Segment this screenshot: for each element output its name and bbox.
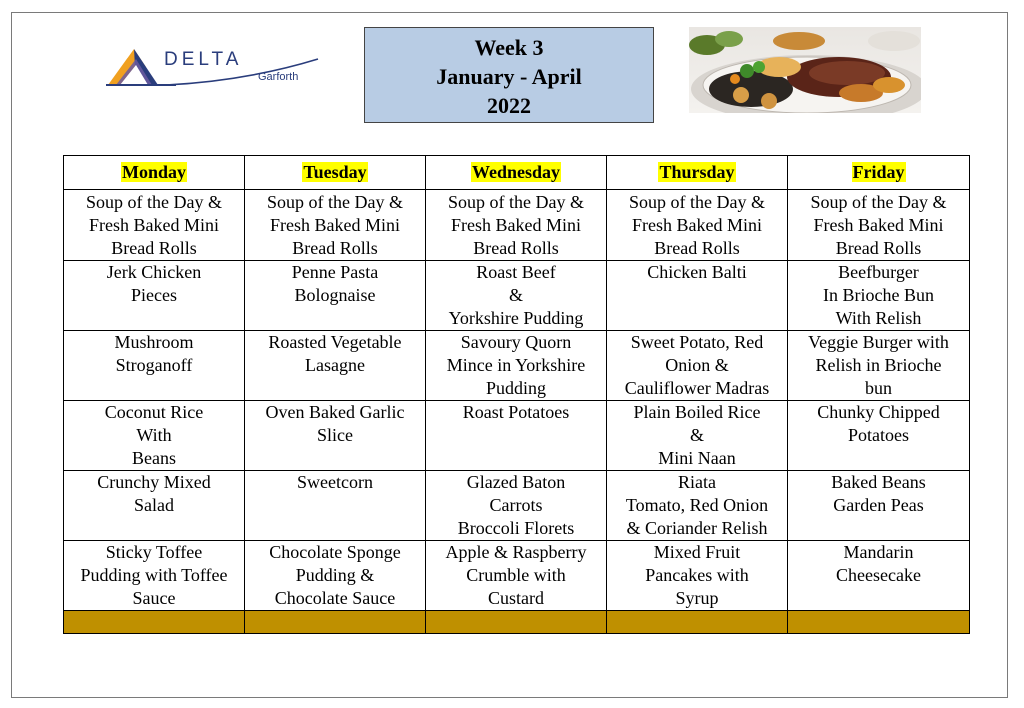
menu-cell: Sweet Potato, Red Onion & Cauliflower Madras xyxy=(607,331,788,401)
day-header-friday: Friday xyxy=(788,156,970,190)
menu-cell: Sweetcorn xyxy=(245,471,426,541)
menu-cell: Mushroom Stroganoff xyxy=(64,331,245,401)
menu-cell: Baked Beans Garden Peas xyxy=(788,471,970,541)
menu-cell: Roasted Vegetable Lasagne xyxy=(245,331,426,401)
menu-cell: Oven Baked Garlic Slice xyxy=(245,401,426,471)
menu-cell: Chicken Balti xyxy=(607,261,788,331)
menu-cell: Chocolate Sponge Pudding & Chocolate Sauce xyxy=(245,541,426,611)
logo-word: DELTA xyxy=(164,49,243,70)
roast-dinner-image-icon xyxy=(689,27,921,113)
day-header-row xyxy=(64,156,970,190)
menu-cell: Mixed Fruit Pancakes with Syrup xyxy=(607,541,788,611)
menu-cell: Chunky Chipped Potatoes xyxy=(788,401,970,471)
day-header-wednesday: Wednesday xyxy=(426,156,607,190)
menu-cell: Riata Tomato, Red Onion & Coriander Relish xyxy=(607,471,788,541)
title-box xyxy=(364,27,654,123)
menu-cell: Sticky Toffee Pudding with Toffee Sauce xyxy=(64,541,245,611)
menu-row-dessert xyxy=(64,541,970,611)
delta-logo xyxy=(106,45,321,87)
menu-cell: Soup of the Day & Fresh Baked Mini Bread Rolls xyxy=(607,190,788,261)
menu-row-main xyxy=(64,261,970,331)
title-year: 2022 xyxy=(487,93,531,118)
menu-cell: Soup of the Day & Fresh Baked Mini Bread Rolls xyxy=(64,190,245,261)
menu-cell: Soup of the Day & Fresh Baked Mini Bread Rolls xyxy=(426,190,607,261)
menu-cell: Apple & Raspberry Crumble with Custard xyxy=(426,541,607,611)
menu-cell: Crunchy Mixed Salad xyxy=(64,471,245,541)
menu-row-soup xyxy=(64,190,970,261)
menu-cell: Beefburger In Brioche Bun With Relish xyxy=(788,261,970,331)
day-header-thursday: Thursday xyxy=(607,156,788,190)
menu-cell: Glazed Baton Carrots Broccoli Florets xyxy=(426,471,607,541)
title-week: Week 3 xyxy=(474,35,544,60)
day-header-monday: Monday xyxy=(64,156,245,190)
logo-sub: Garforth xyxy=(258,71,299,83)
footer-cell xyxy=(607,611,788,634)
menu-cell: Savoury Quorn Mince in Yorkshire Pudding xyxy=(426,331,607,401)
menu-row-sides xyxy=(64,401,970,471)
menu-cell: Penne Pasta Bolognaise xyxy=(245,261,426,331)
menu-footer-row xyxy=(64,611,970,634)
menu-cell: Roast Beef & Yorkshire Pudding xyxy=(426,261,607,331)
menu-table xyxy=(63,155,970,634)
menu-cell: Roast Potatoes xyxy=(426,401,607,471)
footer-cell xyxy=(64,611,245,634)
roast-dinner-photo xyxy=(689,27,921,113)
menu-row-vegetarian xyxy=(64,331,970,401)
title-term: January - April xyxy=(436,64,582,89)
menu-cell: Veggie Burger with Relish in Brioche bun xyxy=(788,331,970,401)
menu-cell: Soup of the Day & Fresh Baked Mini Bread Rolls xyxy=(788,190,970,261)
footer-cell xyxy=(245,611,426,634)
menu-row-vegetables xyxy=(64,471,970,541)
footer-cell xyxy=(788,611,970,634)
menu-cell: Plain Boiled Rice & Mini Naan xyxy=(607,401,788,471)
menu-cell: Mandarin Cheesecake xyxy=(788,541,970,611)
day-header-tuesday: Tuesday xyxy=(245,156,426,190)
menu-cell: Soup of the Day & Fresh Baked Mini Bread Rolls xyxy=(245,190,426,261)
menu-cell: Coconut Rice With Beans xyxy=(64,401,245,471)
menu-cell: Jerk Chicken Pieces xyxy=(64,261,245,331)
footer-cell xyxy=(426,611,607,634)
